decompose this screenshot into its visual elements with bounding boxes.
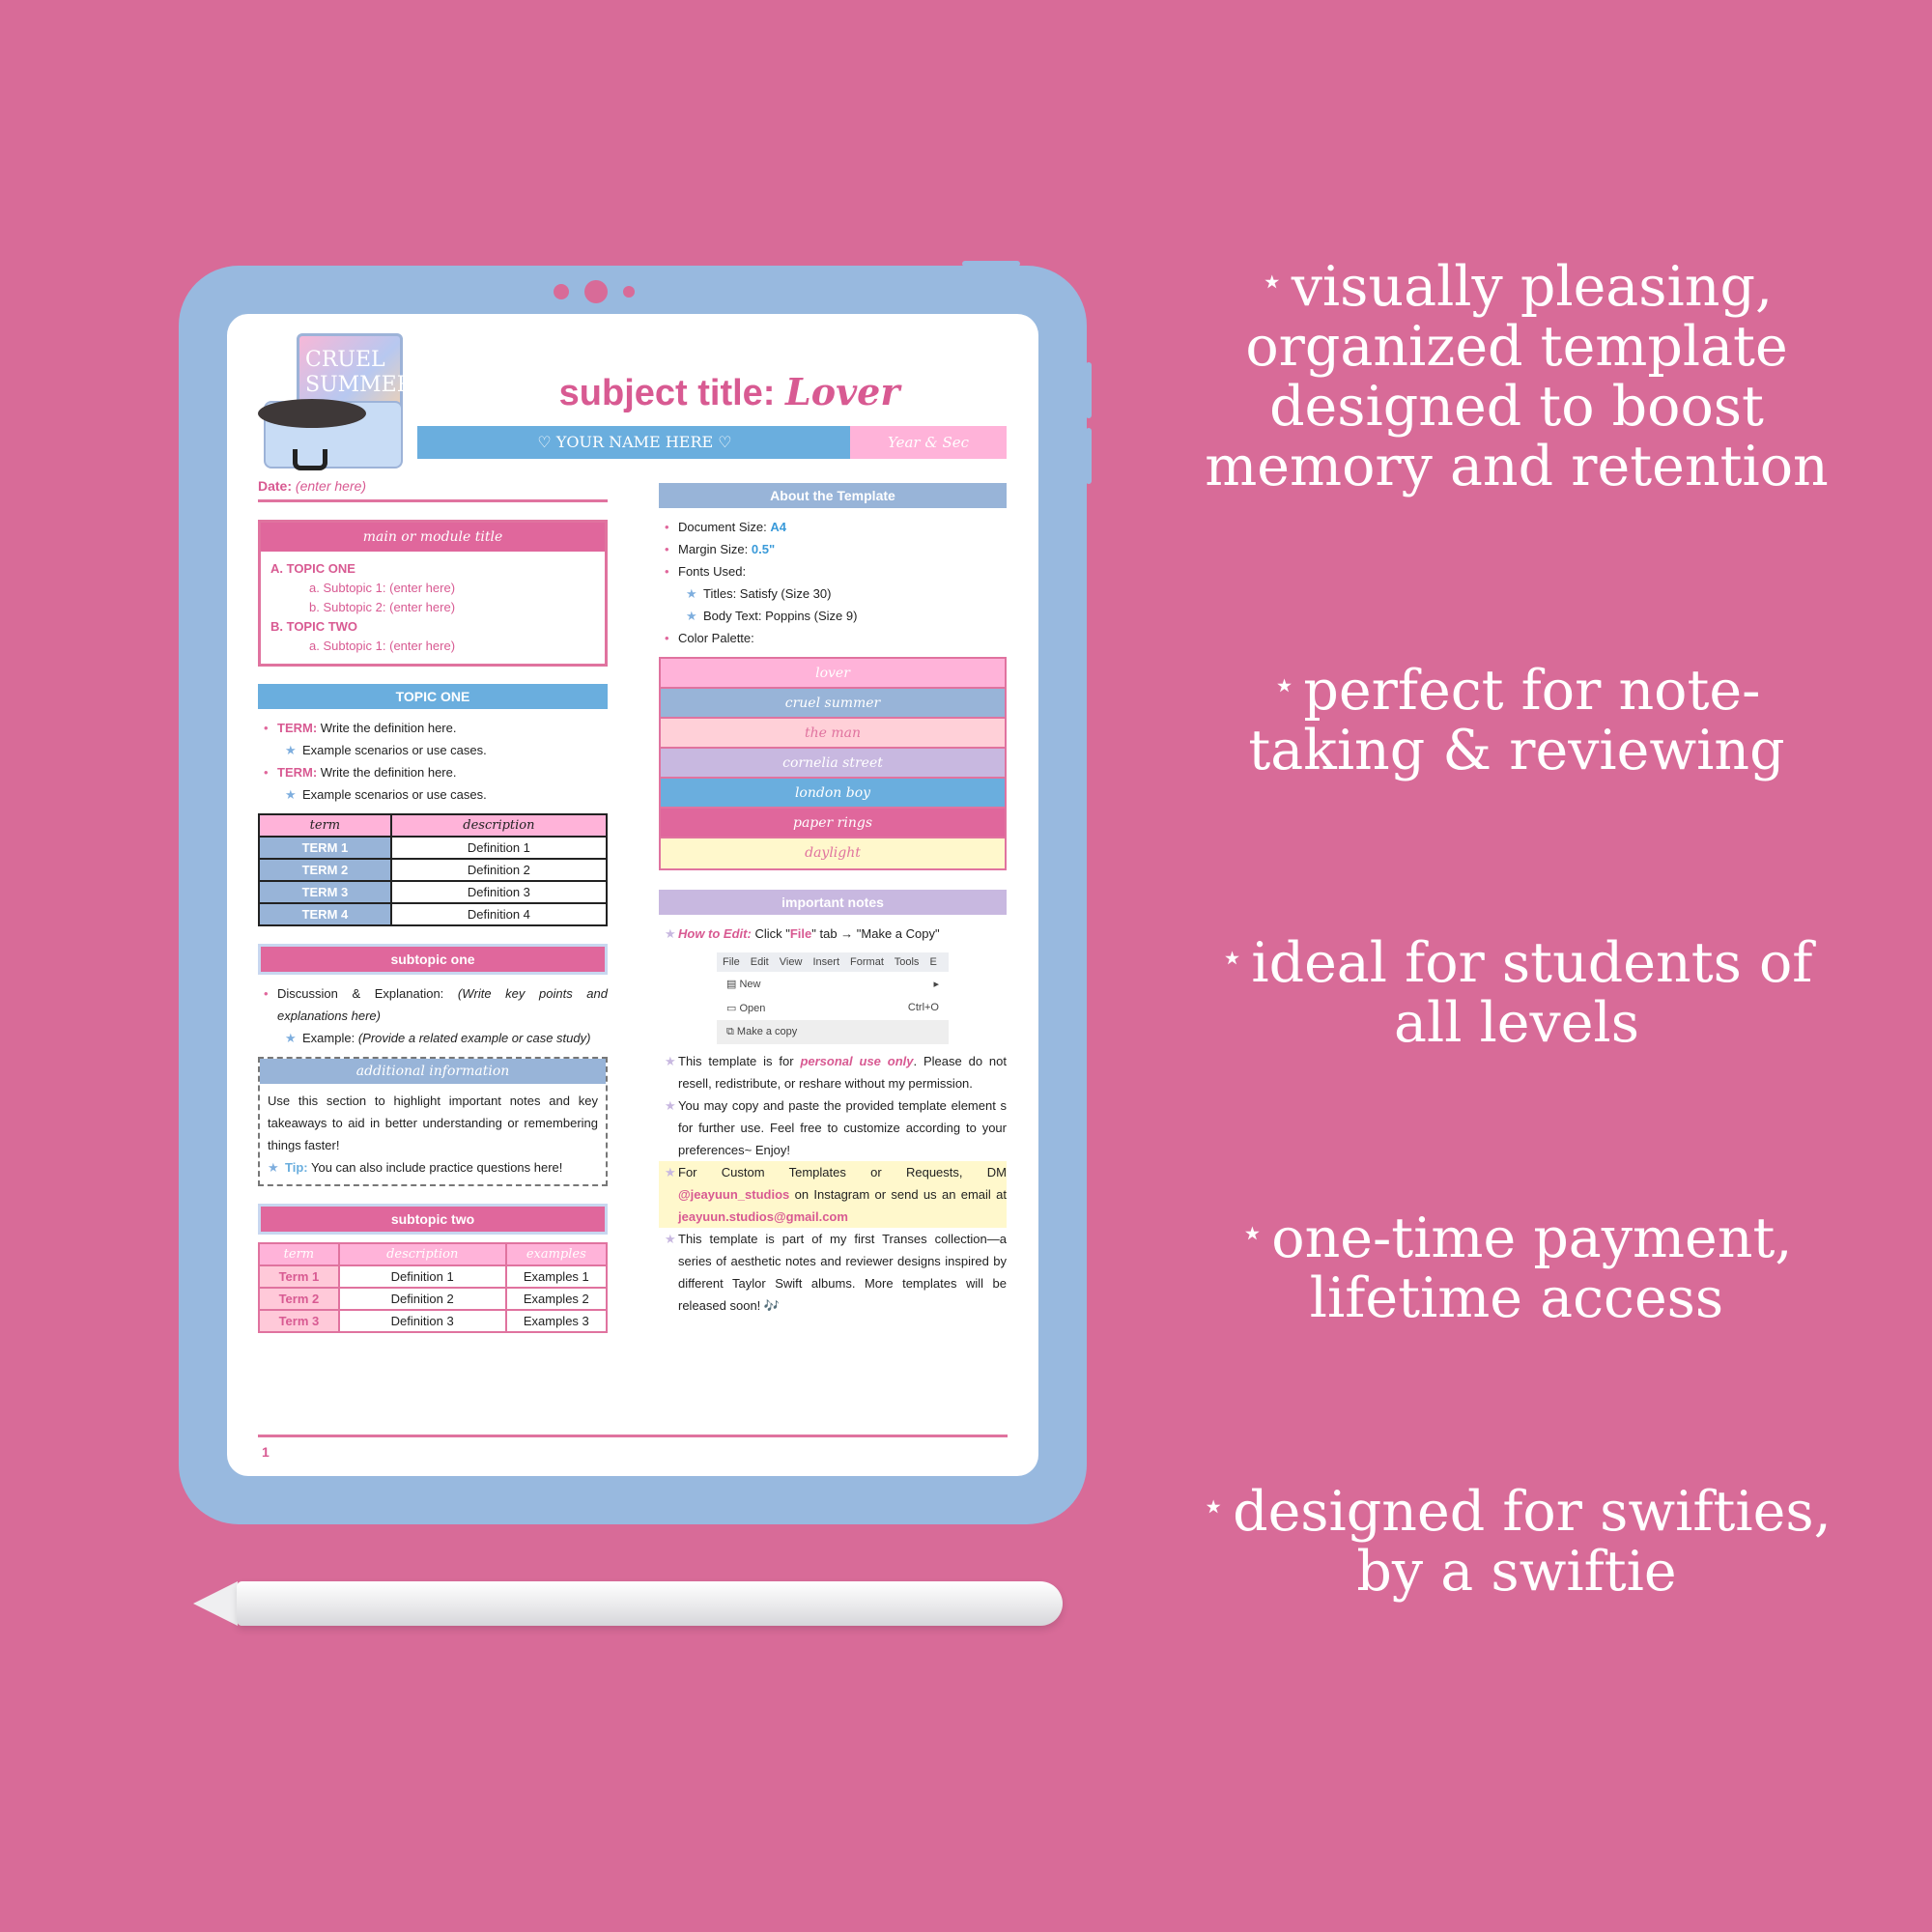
notes-list (659, 923, 1007, 945)
additional-info-box (258, 1057, 608, 1186)
list-item (659, 582, 1007, 605)
table-header-row (259, 814, 607, 837)
example-text: Example scenarios or use cases. (302, 787, 487, 802)
bullet-icon: • (665, 542, 669, 556)
star-icon: ★ (268, 1160, 279, 1175)
year-section-field[interactable]: Year & Sec (850, 426, 1007, 459)
color-palette (659, 657, 1007, 870)
folder-icon: ▭ (726, 1003, 737, 1014)
list-item (258, 761, 608, 783)
list-item (258, 783, 608, 806)
star-icon: ⋆ (1220, 936, 1244, 979)
list-item (659, 627, 1007, 649)
list-item (659, 1161, 1007, 1228)
column-header: term (259, 1243, 339, 1265)
definition-cell: Definition 4 (391, 903, 607, 925)
margin-value: 0.5" (751, 542, 776, 556)
column-header: term (259, 814, 391, 837)
subtopic-two-header: subtopic two (258, 1204, 608, 1235)
example-cell: Examples 1 (506, 1265, 607, 1288)
stylus-pencil (237, 1581, 1063, 1626)
feature-item (1198, 1476, 1835, 1602)
term-table (258, 813, 608, 926)
table-row (259, 837, 607, 859)
page-number: 1 (262, 1444, 270, 1460)
menu-shortcut: Ctrl+O (907, 1002, 939, 1013)
definition-cell: Definition 2 (391, 859, 607, 881)
term-cell: Term 1 (259, 1265, 339, 1288)
volume-up-button (1086, 362, 1092, 418)
list-item (258, 739, 608, 761)
table-row (259, 859, 607, 881)
list-item (258, 1027, 608, 1049)
palette-swatch: lover (661, 659, 1005, 689)
term-cell: TERM 1 (259, 837, 391, 859)
album-cover: CRUEL SUMMER (297, 333, 403, 430)
column-header: description (391, 814, 607, 837)
personal-pre: This template is for (678, 1054, 801, 1068)
volume-down-button (1086, 428, 1092, 484)
topic-one-header: TOPIC ONE (258, 684, 608, 709)
definition-cell: Definition 3 (391, 881, 607, 903)
subject-title (517, 370, 942, 414)
topic-one-list (258, 717, 608, 806)
menu-item-new[interactable] (717, 972, 949, 996)
how-to-edit-post: " tab → "Make a Copy" (811, 926, 940, 941)
table-row (259, 881, 607, 903)
how-to-edit-label: How to Edit: (678, 926, 752, 941)
copy-icon: ⧉ (726, 1026, 734, 1037)
star-icon: ⋆ (1202, 1485, 1226, 1527)
camera-lens (584, 280, 608, 303)
additional-info-body (260, 1084, 606, 1184)
star-icon: ★ (665, 1054, 676, 1068)
feature-text: one-time payment, lifetime access (1271, 1207, 1793, 1330)
bullet-icon: • (665, 520, 669, 534)
list-item (659, 538, 1007, 560)
new-doc-icon: ▤ (726, 979, 737, 990)
custom-pre: For Custom Templates or Requests, DM (678, 1165, 1007, 1179)
power-button (962, 261, 1020, 267)
date-line[interactable] (258, 478, 608, 502)
examples-table (258, 1242, 608, 1333)
footer-divider (258, 1435, 1008, 1437)
palette-swatch: daylight (661, 838, 1005, 868)
list-item (659, 1228, 1007, 1317)
table-row (259, 1265, 607, 1288)
bullet-icon: • (264, 721, 269, 735)
collection-note: This template is part of my first Transes collection—a series of aesthetic notes and reviewer designs inspired by different Taylor Swift albums. More templates will be released soon! 🎶 (678, 1232, 1007, 1313)
star-icon: ★ (285, 1031, 297, 1045)
outline-subitem: b. Subtopic 2: (enter here) (309, 600, 456, 614)
file-tab-ref: File (789, 926, 812, 941)
submenu-arrow-icon: ▸ (933, 979, 939, 990)
custom-mid: on Instagram or send us an email at (789, 1187, 1007, 1202)
personal-post: . Please do not resell, redistribute, or reshare without my permission. (678, 1054, 1007, 1091)
menu-item-label: Open (739, 1003, 766, 1014)
tip-label: Tip: (285, 1160, 308, 1175)
column-header: examples (506, 1243, 607, 1265)
margin-label: Margin Size: (678, 542, 749, 556)
menu-bar: File Edit View Insert Format Tools E (717, 952, 949, 972)
definition-text: Write the definition here. (320, 721, 457, 735)
palette-swatch: paper rings (661, 809, 1005, 838)
tablet-screen (227, 314, 1038, 1476)
feature-item (1198, 251, 1835, 497)
feature-item (1198, 655, 1835, 781)
feature-text: perfect for note-taking & reviewing (1248, 659, 1785, 782)
menu-item-open[interactable] (717, 996, 949, 1020)
star-icon: ★ (285, 743, 297, 757)
example-label: Example: (302, 1031, 355, 1045)
personal-use-emphasis: personal use only (800, 1054, 914, 1068)
font-titles: Titles: Satisfy (Size 30) (703, 586, 832, 601)
date-label: Date: (258, 478, 293, 494)
palette-swatch: london boy (661, 779, 1005, 809)
outline-item: A. TOPIC ONE (270, 561, 355, 576)
feature-text: designed for swifties, by a swiftie (1233, 1480, 1832, 1604)
star-icon: ⋆ (1272, 664, 1296, 706)
name-field[interactable]: ♡ YOUR NAME HERE ♡ (417, 426, 852, 459)
left-column (258, 478, 608, 1350)
list-item (659, 516, 1007, 538)
instagram-handle-link[interactable]: @jeayuun_studios (678, 1187, 790, 1202)
discussion-text: (Write key points and explanations here) (277, 986, 608, 1023)
subtopic-one-list (258, 982, 608, 1049)
table-row (259, 1288, 607, 1310)
list-item (659, 923, 1007, 945)
menu-item-make-copy[interactable] (717, 1020, 949, 1044)
star-icon: ★ (686, 586, 697, 601)
menu-item-label: Make a copy (736, 1026, 798, 1037)
feature-item (1198, 927, 1835, 1053)
subtopic-one-header: subtopic one (258, 944, 608, 975)
outline-box (258, 520, 608, 667)
outline-title: main or module title (261, 523, 605, 552)
doc-size-value: A4 (770, 520, 787, 534)
feature-text: visually pleasing, organized template designed to boost memory and retention (1205, 255, 1829, 498)
column-header: description (339, 1243, 506, 1265)
record-player-illustration (258, 333, 412, 478)
term-cell: Term 3 (259, 1310, 339, 1332)
tip-line (268, 1156, 598, 1179)
font-body: Body Text: Poppins (Size 9) (703, 609, 858, 623)
term-cell: TERM 2 (259, 859, 391, 881)
definition-cell: Definition 3 (339, 1310, 506, 1332)
term-label: TERM: (277, 721, 318, 735)
subject-title-prefix: subject title: (558, 373, 786, 413)
about-template-header: About the Template (659, 483, 1007, 508)
date-value[interactable]: (enter here) (295, 478, 367, 494)
palette-swatch: the man (661, 719, 1005, 749)
important-notes-header: important notes (659, 890, 1007, 915)
list-item (258, 982, 608, 1027)
stylus-tip (193, 1581, 238, 1626)
feature-item (1198, 1203, 1835, 1328)
tablet-device (179, 266, 1087, 1524)
example-cell: Examples 3 (506, 1310, 607, 1332)
right-column (659, 483, 1007, 1324)
tip-text: You can also include practice questions here! (310, 1160, 563, 1175)
menu-item-label: New (739, 979, 761, 990)
about-list (659, 516, 1007, 649)
outline-body (261, 552, 605, 664)
bullet-icon: • (665, 564, 669, 579)
palette-swatch: cruel summer (661, 689, 1005, 719)
additional-info-title: additional information (260, 1059, 606, 1084)
doc-size-label: Document Size: (678, 520, 767, 534)
star-icon: ★ (686, 609, 697, 623)
how-to-edit-pre: Click " (751, 926, 790, 941)
table-row (259, 1310, 607, 1332)
star-icon: ★ (665, 1232, 676, 1246)
outline-subitem: a. Subtopic 1: (enter here) (309, 639, 456, 653)
list-item (659, 560, 1007, 582)
definition-cell: Definition 2 (339, 1288, 506, 1310)
star-icon: ★ (665, 1165, 676, 1179)
camera-dot-right (623, 286, 635, 298)
definition-cell: Definition 1 (391, 837, 607, 859)
definition-text: Write the definition here. (320, 765, 457, 780)
definition-cell: Definition 1 (339, 1265, 506, 1288)
feature-text: ideal for students of all levels (1251, 931, 1813, 1055)
fonts-label: Fonts Used: (678, 564, 747, 579)
star-icon: ★ (665, 926, 676, 941)
file-menu-screenshot (717, 952, 949, 1044)
star-icon: ★ (285, 787, 297, 802)
subject-title-name: Lover (785, 370, 900, 413)
table-header-row (259, 1243, 607, 1265)
term-cell: TERM 4 (259, 903, 391, 925)
star-icon: ⋆ (1260, 260, 1284, 302)
discussion-label: Discussion & Explanation: (277, 986, 444, 1001)
list-item (659, 1094, 1007, 1161)
list-item (659, 1050, 1007, 1094)
copy-note: You may copy and paste the provided template element s for further use. Feel free to customize according to your preferences~ Enjoy! (678, 1098, 1007, 1157)
list-item (659, 605, 1007, 627)
bullet-icon: • (264, 765, 269, 780)
palette-label: Color Palette: (678, 631, 754, 645)
term-label: TERM: (277, 765, 318, 780)
outline-item: B. TOPIC TWO (270, 619, 358, 634)
additional-info-text: Use this section to highlight important notes and key takeaways to aid in better understanding or remembering things faster! (268, 1094, 598, 1152)
camera-dot-left (554, 284, 569, 299)
bullet-icon: • (665, 631, 669, 645)
example-text: Example scenarios or use cases. (302, 743, 487, 757)
notes-list-continued (659, 1050, 1007, 1317)
term-cell: Term 2 (259, 1288, 339, 1310)
bullet-icon: • (264, 986, 269, 1001)
star-icon: ★ (665, 1098, 676, 1113)
table-row (259, 903, 607, 925)
example-cell: Examples 2 (506, 1288, 607, 1310)
star-icon: ⋆ (1240, 1211, 1264, 1254)
list-item (258, 717, 608, 739)
email-link[interactable]: jeayuun.studios@gmail.com (678, 1209, 848, 1224)
example-text: (Provide a related example or case study) (357, 1031, 591, 1045)
outline-subitem: a. Subtopic 1: (enter here) (309, 581, 456, 595)
term-cell: TERM 3 (259, 881, 391, 903)
palette-swatch: cornelia street (661, 749, 1005, 779)
vinyl-disc (258, 399, 366, 428)
player-handle (293, 449, 327, 470)
